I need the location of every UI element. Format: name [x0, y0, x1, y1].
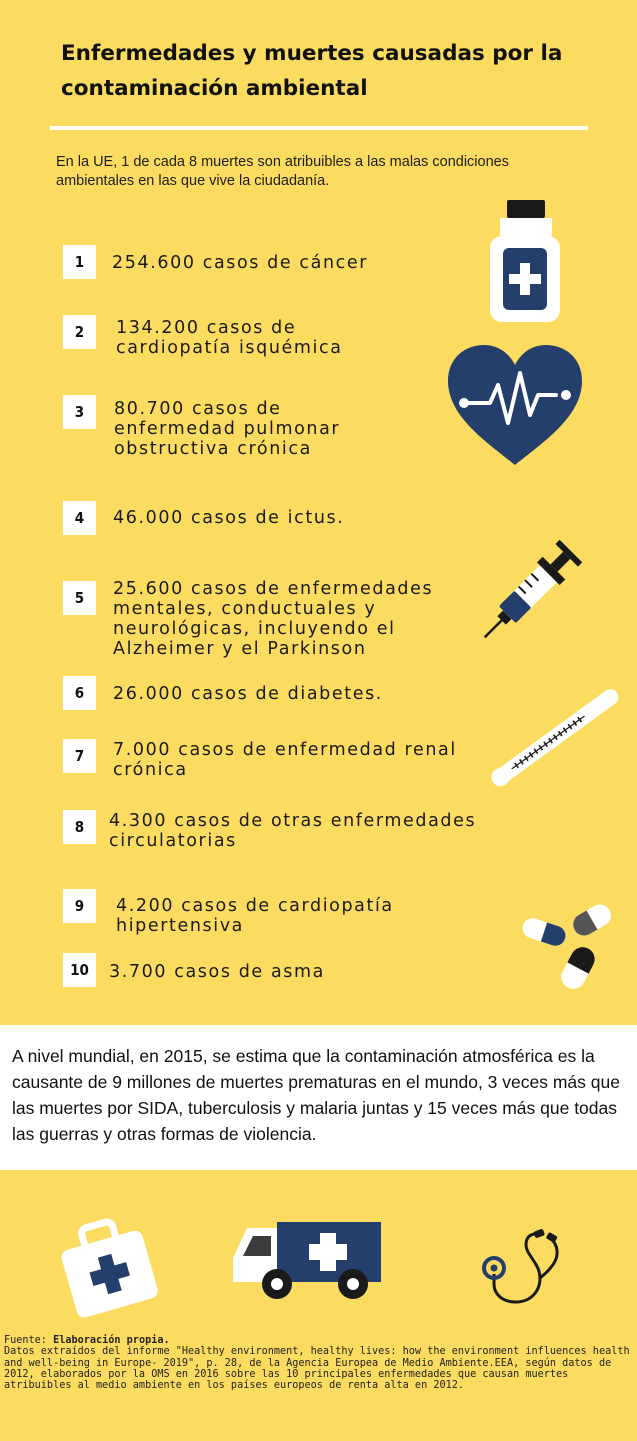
item-number-5: 5 — [63, 581, 96, 615]
item-text-9: 4.200 casos de cardiopatía hipertensiva — [116, 896, 394, 936]
item-number-3: 3 — [63, 395, 96, 429]
item-number-8: 8 — [63, 810, 96, 844]
item-number-6: 6 — [63, 676, 96, 710]
pills-icon — [520, 900, 616, 995]
stethoscope-icon — [480, 1228, 570, 1310]
source-author: Elaboración propia. — [53, 1335, 170, 1346]
item-text-7: 7.000 casos de enfermedad renal crónica — [113, 740, 457, 780]
item-text-10: 3.700 casos de asma — [109, 962, 325, 982]
heart-pulse-icon — [448, 345, 582, 465]
item-number-1: 1 — [63, 245, 96, 279]
title-divider — [50, 126, 588, 130]
source-details: Datos extraídos del informe "Healthy environment, healthy lives: how the environment influences health and well-being in Europe- 2019", p. 28, de la Agencia Europea de Medio Ambiente.EEA, según datos de 2012, elaborados por la OMS en 2016 sobre las 10 principales enfermedades que causan muertes atribuibles al medio ambiente en los países europeos de renta alta en 2012. — [4, 1346, 630, 1392]
item-number-4: 4 — [63, 501, 96, 535]
world-summary-text: A nivel mundial, en 2015, se estima que la contaminación atmosférica es la causante de 9 millones de muertes prematuras en el mundo, 3 veces más que las muertes por SIDA, tuberculosis y malaria juntas y 15 veces más que todas las guerras y otras formas de violencia. — [12, 1046, 620, 1144]
ambulance-icon — [233, 1222, 383, 1302]
item-number-7: 7 — [63, 739, 96, 773]
item-text-8: 4.300 casos de otras enfermedades circulatorias — [109, 811, 477, 851]
item-text-3: 80.700 casos de enfermedad pulmonar obstructiva crónica — [114, 399, 341, 459]
item-text-2: 134.200 casos de cardiopatía isquémica — [116, 318, 343, 358]
item-number-10: 10 — [63, 953, 96, 987]
first-aid-kit-icon — [60, 1220, 160, 1320]
item-number-2: 2 — [63, 315, 96, 349]
item-text-4: 46.000 casos de ictus. — [113, 508, 345, 528]
item-number-9: 9 — [63, 889, 96, 923]
item-text-5: 25.600 casos de enfermedades mentales, conductuales y neurológicas, incluyendo el Alzheimer y el Parkinson — [113, 579, 434, 659]
page-title: Enfermedades y muertes causadas por la contaminación ambiental — [61, 41, 563, 101]
medicine-bottle-icon — [490, 200, 560, 322]
item-text-1: 254.600 casos de cáncer — [112, 253, 369, 273]
source-note — [4, 1335, 634, 1391]
source-label: Fuente: — [4, 1335, 47, 1346]
thermometer-icon — [490, 686, 624, 786]
item-text-6: 26.000 casos de diabetes. — [113, 684, 383, 704]
intro-text: En la UE, 1 de cada 8 muertes son atribuibles a las malas condiciones ambientales en las que vive la ciudadanía. — [56, 154, 509, 189]
syringe-icon — [482, 532, 592, 638]
